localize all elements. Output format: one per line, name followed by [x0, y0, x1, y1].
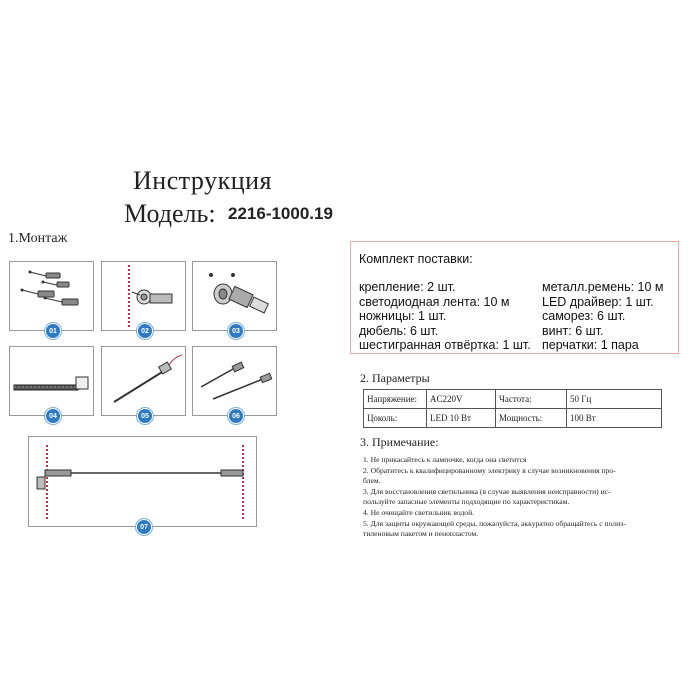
kit-item: металл.ремень: 10 м	[542, 280, 664, 294]
step-07-panel	[28, 436, 257, 531]
kit-item: крепление: 2 шт.	[359, 280, 456, 294]
connector-illustration	[193, 262, 278, 332]
kit-left-column	[359, 280, 531, 353]
step-05-panel	[101, 346, 186, 420]
note-line: 5. Для защиты окружающей среды, пожалуйста, аккуратно обращайтесь с полиэ-	[363, 518, 626, 528]
kit-item: LED драйвер: 1 шт.	[542, 294, 654, 309]
driver-cable-illustration	[193, 347, 278, 417]
kit-item: винт: 6 шт.	[542, 323, 604, 338]
note-line: 2. Обратитесь к квалифицированному электрику в случае возникновения про-	[363, 465, 616, 475]
kit-item: дюбель: 6 шт.	[359, 323, 439, 338]
step-06-panel	[192, 346, 277, 420]
full-installation-illustration	[29, 437, 258, 528]
step-badge: 07	[136, 519, 152, 535]
table-cell: Напряжение:	[364, 390, 427, 409]
table-row	[364, 390, 662, 409]
notes-list	[363, 455, 693, 540]
page-title: Инструкция	[133, 166, 272, 195]
kit-item: шестигранная отвёртка: 1 шт.	[359, 338, 531, 352]
step-03-panel	[192, 261, 277, 335]
led-strip-illustration	[10, 347, 95, 417]
table-row	[364, 409, 662, 428]
step-04-panel	[9, 346, 94, 420]
step-badge: 03	[228, 323, 244, 339]
notes-heading: 3. Примечание:	[360, 435, 439, 449]
model-number: 2216-1000.19	[228, 204, 333, 223]
table-cell: Частота:	[496, 390, 567, 409]
table-cell: 50 Гц	[567, 390, 662, 409]
kit-item: перчатки: 1 пара	[542, 338, 639, 352]
params-heading: 2. Параметры	[360, 371, 430, 385]
step-badge: 01	[45, 323, 61, 339]
kit-item: саморез: 6 шт.	[542, 309, 626, 323]
table-cell: Мощность:	[496, 409, 567, 428]
model-label: Модель:	[124, 199, 216, 228]
kit-item: светодиодная лента: 10 м	[359, 294, 510, 309]
note-line: 3. Для восстановления светильника (в случае выявления неисправности) ис-	[363, 486, 611, 496]
params-table	[363, 389, 662, 428]
step-badge: 02	[137, 323, 153, 339]
step-badge: 06	[228, 408, 244, 424]
wall-mount-illustration	[102, 262, 187, 332]
screw-anchor-illustration	[10, 262, 95, 332]
cable-illustration	[102, 347, 187, 417]
note-line: 4. Не очищайте светильник водой.	[363, 507, 475, 517]
step-badge: 05	[137, 408, 153, 424]
kit-right-column	[542, 280, 664, 353]
note-line: 1. Не прикасайтесь к лампочке, когда она светится	[363, 455, 527, 464]
note-line: тиленовым пакетом и пенопластом.	[363, 529, 479, 539]
step-badge: 04	[45, 408, 61, 424]
note-line: пользуйте запасные элементы подходящие по характеристикам.	[363, 497, 570, 507]
kit-item: ножницы: 1 шт.	[359, 309, 447, 323]
table-cell: 100 Вт	[567, 409, 662, 428]
table-cell: AC220V	[427, 390, 496, 409]
step-01-panel	[9, 261, 94, 335]
kit-title: Комплект поставки:	[359, 252, 473, 266]
step-02-panel	[101, 261, 186, 335]
table-cell: Цоколь:	[364, 409, 427, 428]
kit-contents-box	[350, 241, 679, 354]
table-cell: LED 10 Вт	[427, 409, 496, 428]
mounting-heading: 1.Монтаж	[8, 231, 68, 246]
note-line: блем.	[363, 476, 381, 486]
